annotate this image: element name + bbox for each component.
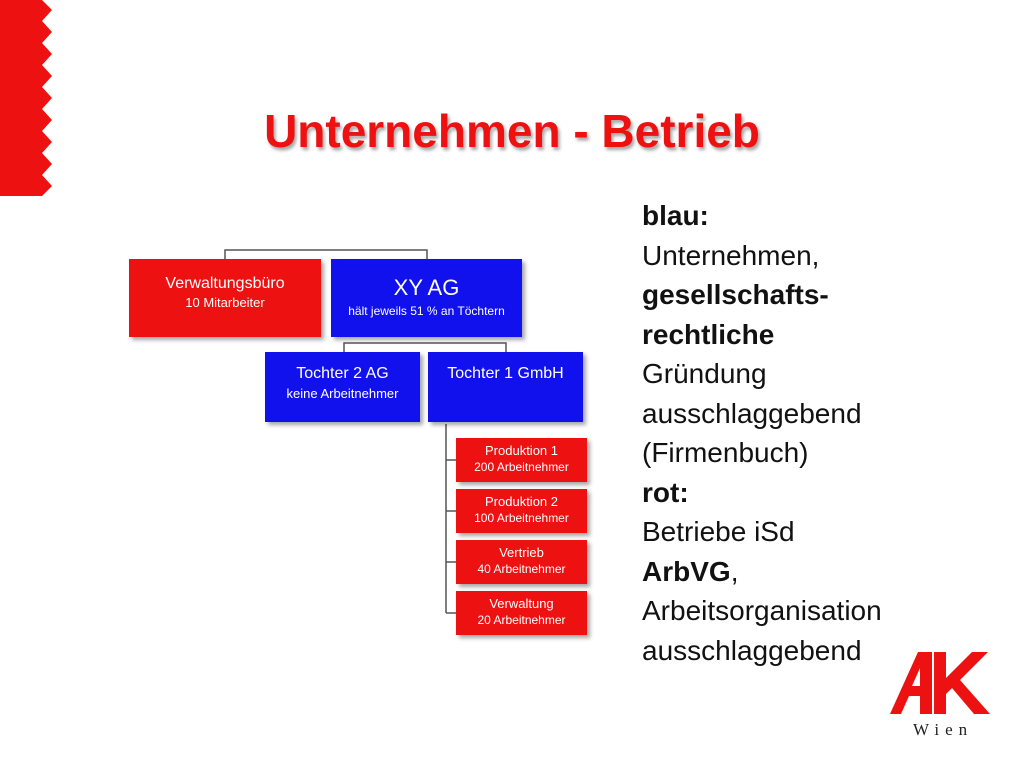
- box-xy-ag-sub: hält jeweils 51 % an Töchtern: [348, 304, 505, 318]
- box-tochter-2-ag-name: Tochter 2 AG: [296, 365, 389, 382]
- box-produktion-2-name: Produktion 2: [485, 494, 558, 509]
- box-produktion-2: [456, 489, 587, 533]
- box-verwaltung-name: Verwaltung: [489, 596, 554, 611]
- ak-logo-subtitle: Wien: [913, 720, 974, 739]
- legend-gruendung: Gründung: [642, 358, 767, 389]
- box-tochter-1-gmbh-name: Tochter 1 GmbH: [447, 365, 564, 382]
- legend-ausschlaggebend-2: ausschlaggebend: [642, 634, 862, 666]
- box-produktion-1: [456, 438, 587, 482]
- legend-comma: ,: [730, 555, 739, 587]
- slide-title: Unternehmen - Betrieb: [264, 105, 760, 157]
- box-verwaltungsbuero: [129, 259, 321, 337]
- box-verwaltungsbuero-name: Verwaltungsbüro: [165, 275, 285, 292]
- legend-rechtliche: rechtliche: [642, 318, 775, 350]
- legend-betriebe: Betriebe iSd: [642, 516, 795, 547]
- box-produktion-2-sub: 100 Arbeitnehmer: [474, 511, 569, 525]
- box-verwaltung-sub: 20 Arbeitnehmer: [477, 613, 566, 627]
- box-xy-ag-name: XY AG: [393, 275, 460, 300]
- box-tochter-2-ag-sub: keine Arbeitnehmer: [286, 386, 399, 401]
- legend-rot-label: rot:: [642, 476, 689, 508]
- legend-arbeitsorganisation: Arbeitsorganisation: [642, 595, 882, 626]
- legend-ausschlaggebend-1: ausschlaggebend: [642, 397, 862, 429]
- legend-firmenbuch: (Firmenbuch): [642, 437, 809, 468]
- box-verwaltungsbuero-sub: 10 Mitarbeiter: [185, 295, 265, 310]
- legend-unternehmen: Unternehmen,: [642, 239, 820, 271]
- box-vertrieb: [456, 540, 587, 584]
- box-verwaltung: [456, 591, 587, 635]
- connector-top: [225, 250, 427, 259]
- legend-gesellschafts: gesellschafts-: [642, 279, 829, 310]
- legend-text: [642, 196, 882, 670]
- legend-blau-label: blau:: [642, 200, 709, 231]
- legend-arbvg-line: [642, 552, 882, 592]
- box-vertrieb-sub: 40 Arbeitnehmer: [477, 562, 566, 576]
- connector-mid: [344, 343, 506, 352]
- box-produktion-1-name: Produktion 1: [485, 443, 558, 458]
- ak-logo: [888, 646, 996, 718]
- box-vertrieb-name: Vertrieb: [499, 545, 544, 560]
- box-produktion-1-sub: 200 Arbeitnehmer: [474, 460, 569, 474]
- box-xy-ag: [331, 259, 522, 337]
- legend-arbvg: ArbVG: [642, 555, 731, 587]
- box-tochter-2-ag: [265, 352, 420, 422]
- box-tochter-1-gmbh: [428, 352, 583, 422]
